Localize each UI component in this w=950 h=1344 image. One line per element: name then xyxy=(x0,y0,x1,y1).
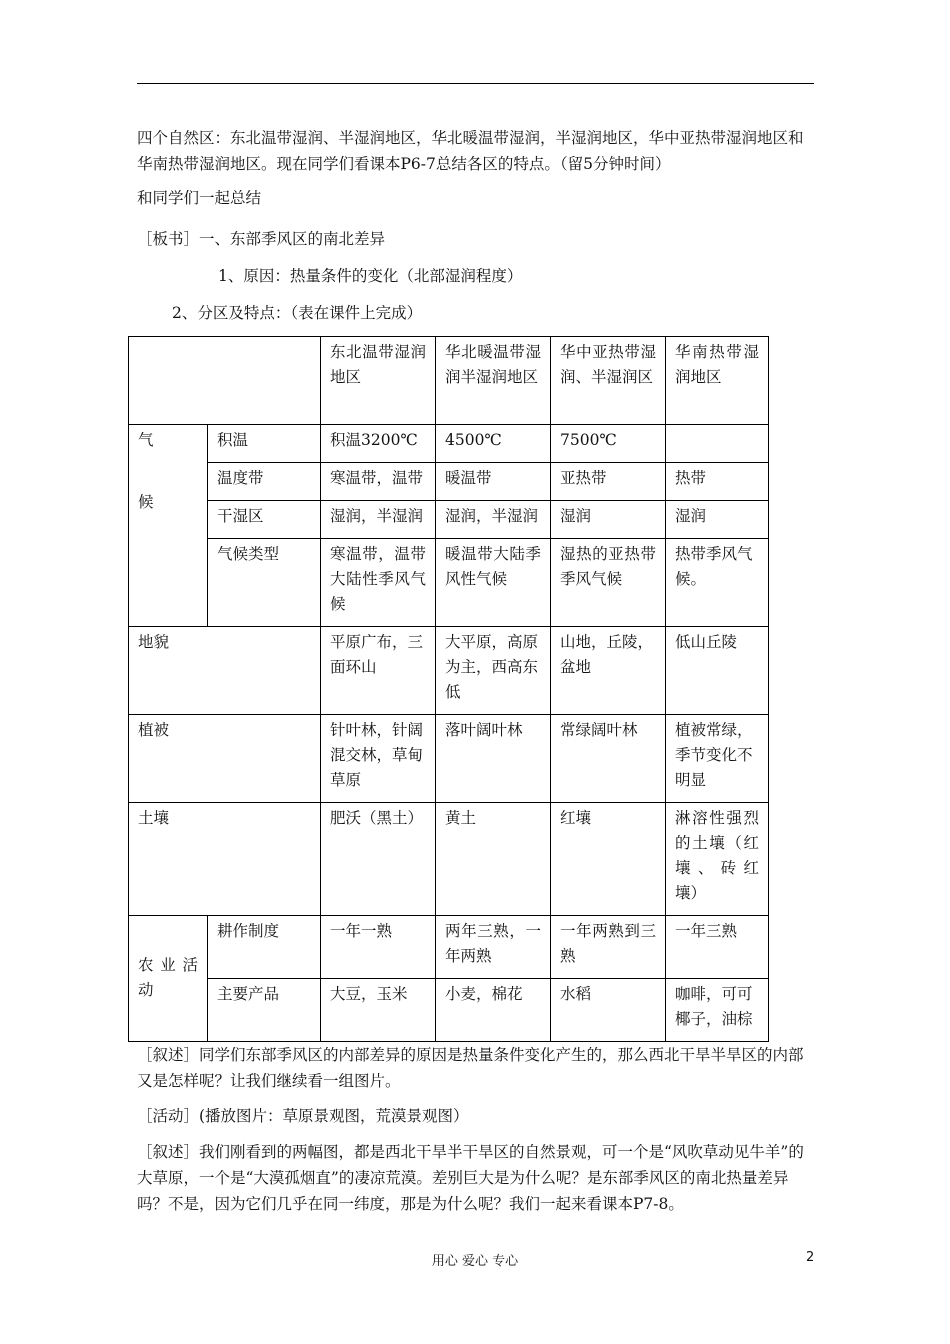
table-cell: 大豆，玉米 xyxy=(321,979,436,1042)
agri-group-label: 农业活动 xyxy=(129,916,208,1042)
regions-table xyxy=(128,336,769,1042)
paragraph-summary: 和同学们一起总结 xyxy=(137,189,262,207)
table-cell: 湿润 xyxy=(666,501,769,539)
row-label: 干湿区 xyxy=(208,501,321,539)
table-cell: 平原广布，三面环山 xyxy=(321,627,436,715)
row-label: 植被 xyxy=(129,715,321,803)
paragraph-reason: 1、原因：热量条件的变化（北部湿润程度） xyxy=(218,267,523,285)
table-row xyxy=(129,979,769,1042)
row-label: 地貌 xyxy=(129,627,321,715)
climate-label-bottom: 候 xyxy=(138,493,154,511)
table-cell: 低山丘陵 xyxy=(666,627,769,715)
table-cell: 小麦，棉花 xyxy=(436,979,551,1042)
table-cell: 肥沃（黑土） xyxy=(321,803,436,916)
header-rule xyxy=(137,83,814,84)
paragraph-natural-regions: 四个自然区：东北温带湿润、半湿润地区，华北暖温带湿润，半湿润地区，华中亚热带湿润地区和华南热带湿润地区。现在同学们看课本P6-7总结各区的特点。（留5分钟时间） xyxy=(137,129,804,173)
table-cell: 淋溶性强烈的土壤（红壤、砖红壤） xyxy=(666,803,769,916)
table-cell: 山地，丘陵，盆地 xyxy=(551,627,666,715)
climate-label-top: 气 xyxy=(138,431,154,449)
table-cell: 红壤 xyxy=(551,803,666,916)
table-row xyxy=(129,425,769,463)
table-cell: 热带季风气候。 xyxy=(666,539,769,627)
row-label: 主要产品 xyxy=(208,979,321,1042)
table-row xyxy=(129,627,769,715)
table-cell: 一年一熟 xyxy=(321,916,436,979)
table-header-cell: 东北温带湿润地区 xyxy=(321,337,436,425)
table-cell: 湿润 xyxy=(551,501,666,539)
table-cell: 水稻 xyxy=(551,979,666,1042)
table-header-cell: 华南热带湿润地区 xyxy=(666,337,769,425)
table-header-cell: 华中亚热带湿润、半湿润区 xyxy=(551,337,666,425)
table-cell: 寒温带，温带 xyxy=(321,463,436,501)
table-cell: 积温3200℃ xyxy=(321,425,436,463)
table-cell: 一年三熟 xyxy=(666,916,769,979)
table-cell: 湿润，半湿润 xyxy=(321,501,436,539)
table-corner-cell xyxy=(129,337,321,425)
paragraph-divisions: 2、分区及特点：（表在课件上完成） xyxy=(172,304,423,322)
table-row xyxy=(129,463,769,501)
table-cell: 一年两熟到三熟 xyxy=(551,916,666,979)
paragraph-activity: ［活动］(播放图片：草原景观图，荒漠景观图） xyxy=(137,1107,469,1125)
table-cell: 常绿阔叶林 xyxy=(551,715,666,803)
table-cell: 黄土 xyxy=(436,803,551,916)
table-cell: 寒温带，温带大陆性季风气候 xyxy=(321,539,436,627)
table-row xyxy=(129,803,769,916)
table-cell: 湿润，半湿润 xyxy=(436,501,551,539)
table-cell: 咖啡，可可椰子，油棕 xyxy=(666,979,769,1042)
table-cell: 7500℃ xyxy=(551,425,666,463)
table-cell: 暖温带 xyxy=(436,463,551,501)
table-cell xyxy=(666,425,769,463)
table-row xyxy=(129,501,769,539)
paragraph-narration-2: ［叙述］我们刚看到的两幅图，都是西北干旱半干旱区的自然景观，可一个是“风吹草动见牛羊”的大草原，一个是“大漠孤烟直”的凄凉荒漠。差别巨大是为什么呢？是东部季风区的南北热量差异吗？不是，因为它们几乎在同一纬度，那是为什么呢？我们一起来看课本P7-8。 xyxy=(137,1143,804,1213)
table-cell: 亚热带 xyxy=(551,463,666,501)
table-row xyxy=(129,539,769,627)
table-cell: 植被常绿，季节变化不明显 xyxy=(666,715,769,803)
table-cell: 暖温带大陆季风性气候 xyxy=(436,539,551,627)
climate-group-label xyxy=(129,425,208,627)
table-cell: 湿热的亚热带季风气候 xyxy=(551,539,666,627)
table-cell: 4500℃ xyxy=(436,425,551,463)
page-number: 2 xyxy=(806,1250,815,1265)
row-label: 土壤 xyxy=(129,803,321,916)
footer-motto: 用心 爱心 专心 xyxy=(431,1254,519,1269)
table-row xyxy=(129,916,769,979)
row-label: 积温 xyxy=(208,425,321,463)
table-cell: 两年三熟，一年两熟 xyxy=(436,916,551,979)
table-cell: 针叶林，针阔混交林，草甸草原 xyxy=(321,715,436,803)
row-label: 气候类型 xyxy=(208,539,321,627)
table-cell: 落叶阔叶林 xyxy=(436,715,551,803)
table-cell: 大平原，高原为主，西高东低 xyxy=(436,627,551,715)
row-label: 温度带 xyxy=(208,463,321,501)
table-row xyxy=(129,715,769,803)
row-label: 耕作制度 xyxy=(208,916,321,979)
table-header-cell: 华北暖温带湿润半湿润地区 xyxy=(436,337,551,425)
paragraph-narration-1: ［叙述］同学们东部季风区的内部差异的原因是热量条件变化产生的，那么西北干旱半旱区的内部又是怎样呢？让我们继续看一组图片。 xyxy=(137,1046,804,1090)
table-header-row xyxy=(129,337,769,425)
table-cell: 热带 xyxy=(666,463,769,501)
paragraph-board-heading: ［板书］一、东部季风区的南北差异 xyxy=(137,230,386,248)
